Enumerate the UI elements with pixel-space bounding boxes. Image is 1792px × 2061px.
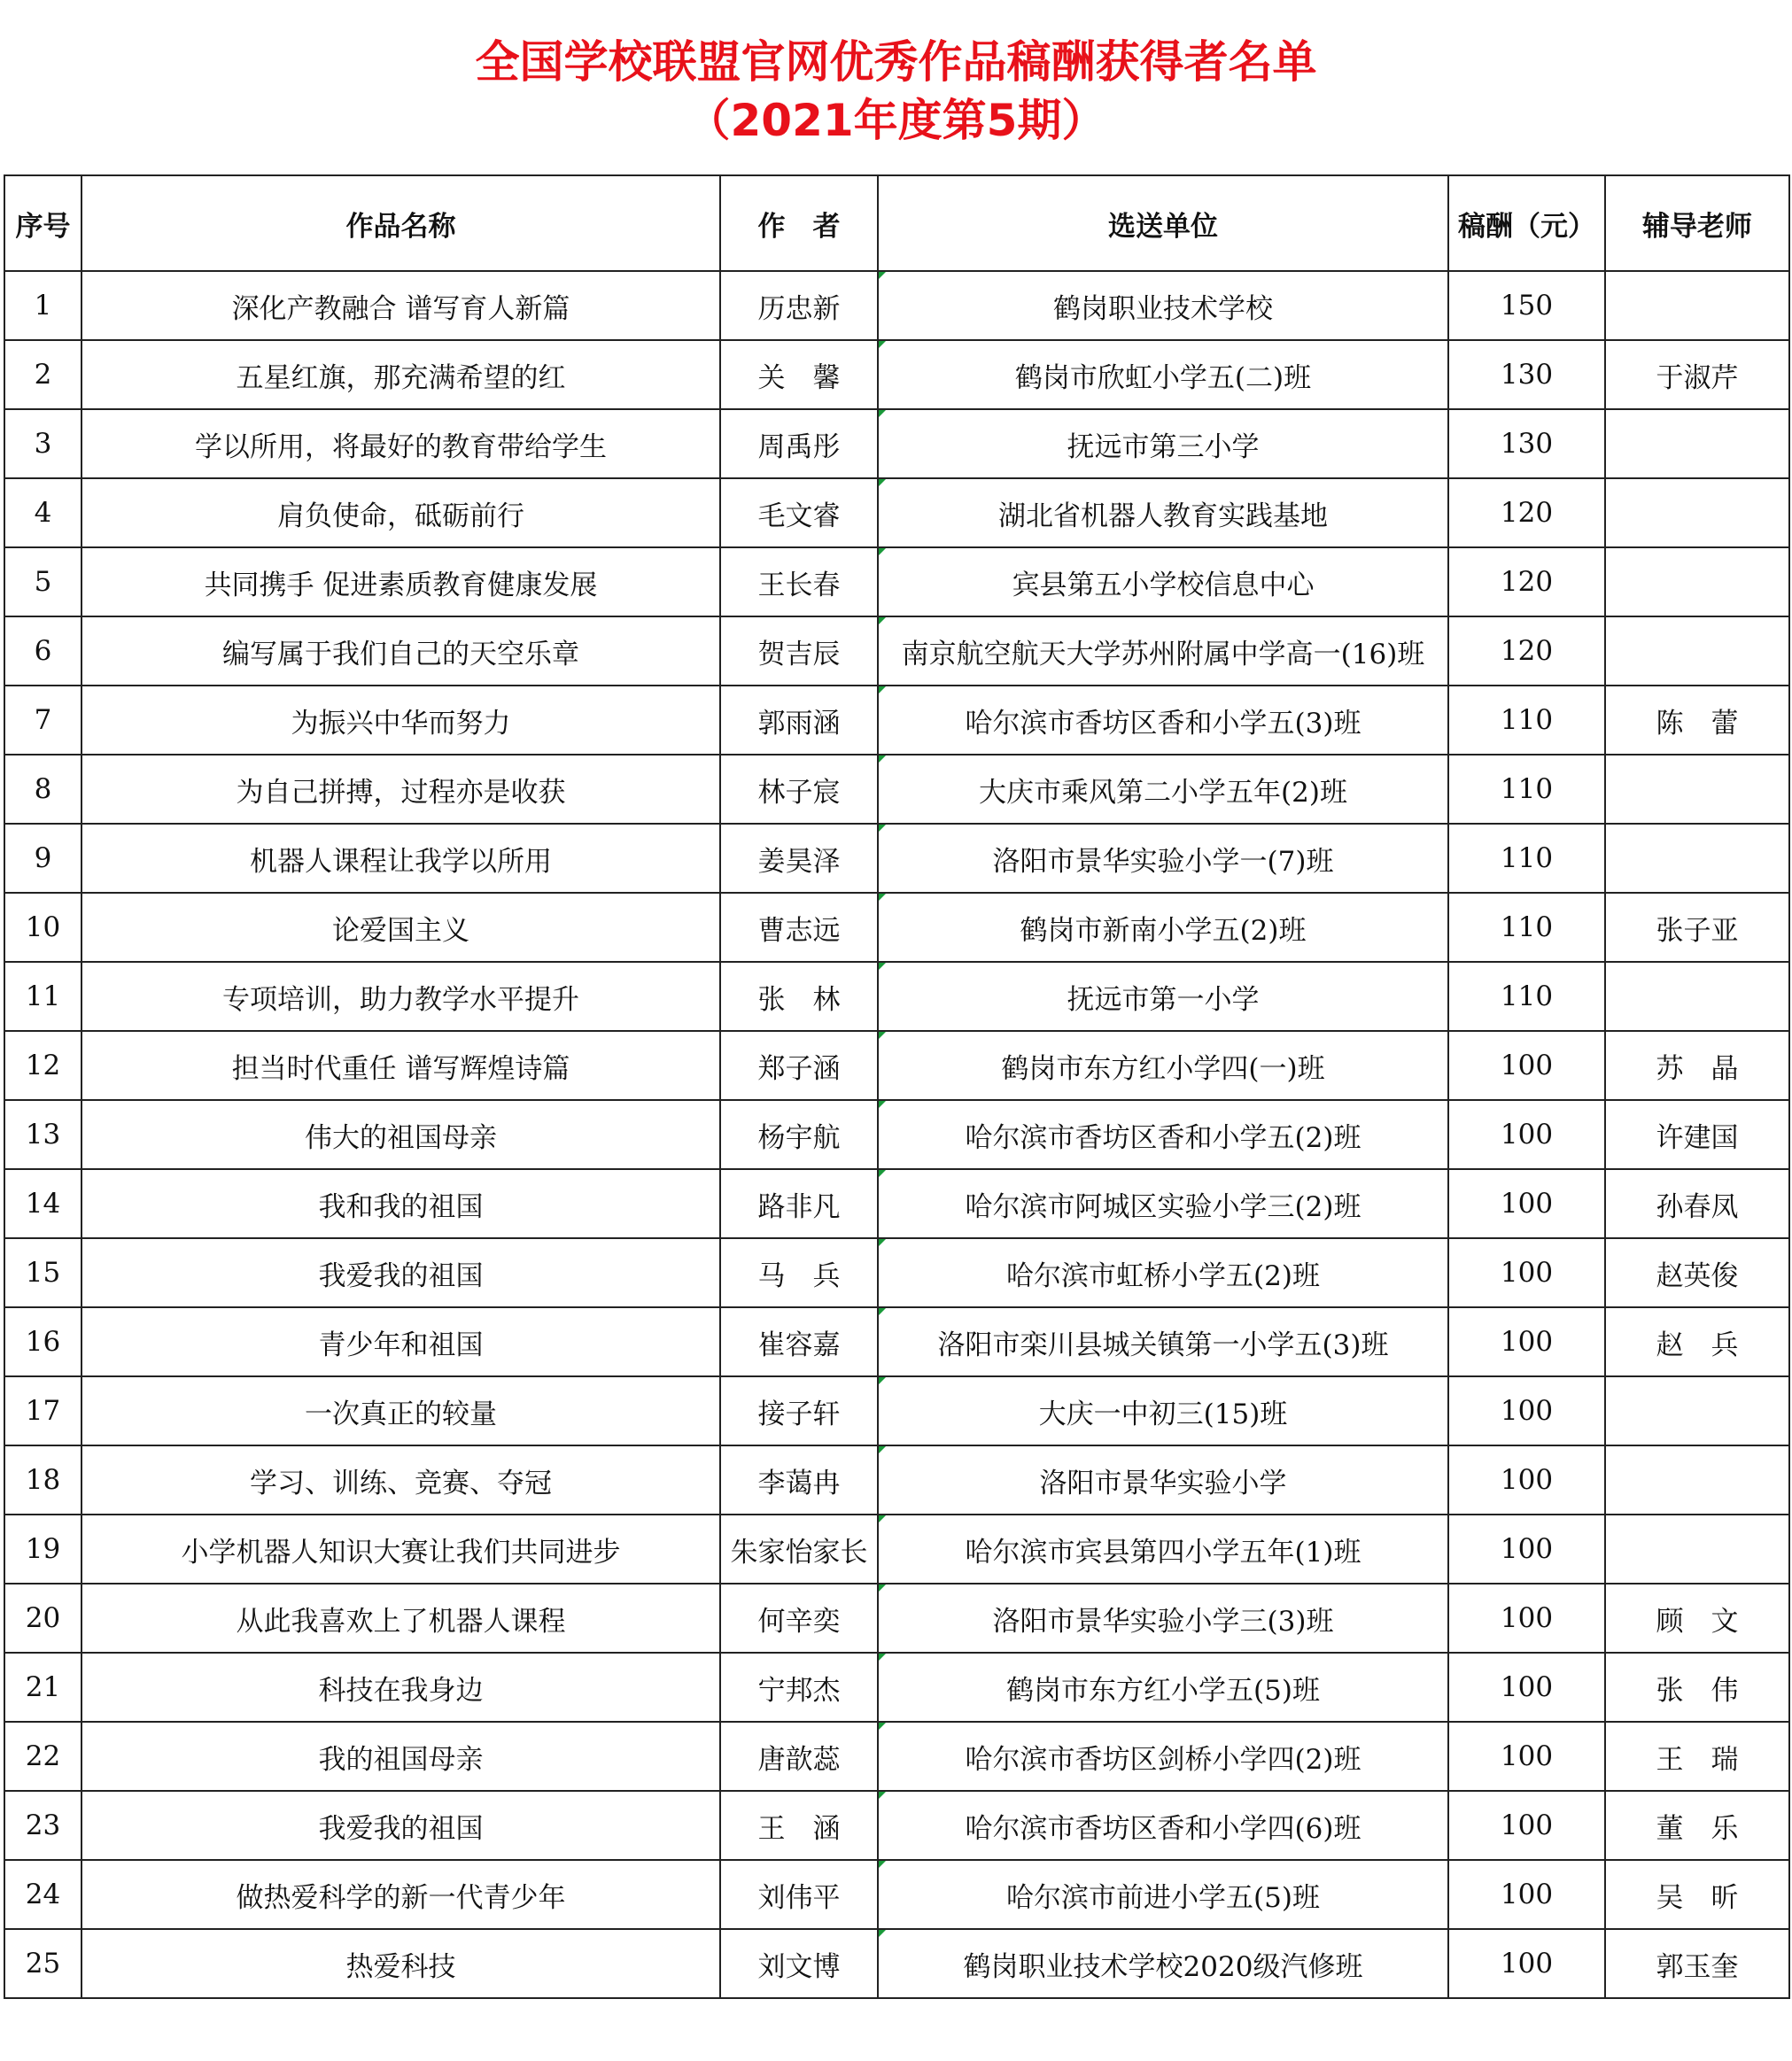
table-row <box>4 1307 1789 1376</box>
cell-payment: 150 <box>1448 271 1605 340</box>
cell-work-title: 肩负使命，砥砺前行 <box>81 478 720 547</box>
table-row <box>4 271 1789 340</box>
cell-work-title: 学以所用，将最好的教育带给学生 <box>81 409 720 478</box>
cell-unit: 抚远市第三小学 <box>878 409 1448 478</box>
table-row <box>4 1722 1789 1791</box>
cell-work-title: 学习、训练、竞赛、夺冠 <box>81 1445 720 1515</box>
header-index: 序号 <box>4 175 81 271</box>
cell-author: 曹志远 <box>720 893 878 962</box>
cell-unit: 哈尔滨市虹桥小学五(2)班 <box>878 1238 1448 1307</box>
table-row <box>4 1653 1789 1722</box>
cell-author: 关 馨 <box>720 340 878 409</box>
cell-unit: 抚远市第一小学 <box>878 962 1448 1031</box>
table-row <box>4 824 1789 893</box>
table-row <box>4 409 1789 478</box>
table-row <box>4 962 1789 1031</box>
cell-payment: 100 <box>1448 1653 1605 1722</box>
cell-payment: 130 <box>1448 409 1605 478</box>
cell-unit: 鹤岗市东方红小学五(5)班 <box>878 1653 1448 1722</box>
cell-payment: 100 <box>1448 1722 1605 1791</box>
page-title: 全国学校联盟官网优秀作品稿酬获得者名单 <box>475 36 1317 88</box>
cell-unit: 哈尔滨市香坊区香和小学四(6)班 <box>878 1791 1448 1860</box>
cell-work-title: 我爱我的祖国 <box>81 1791 720 1860</box>
cell-index: 4 <box>4 478 81 547</box>
cell-author: 崔容嘉 <box>720 1307 878 1376</box>
cell-work-title: 我和我的祖国 <box>81 1169 720 1238</box>
cell-unit: 南京航空航天大学苏州附属中学高一(16)班 <box>878 616 1448 686</box>
table-row <box>4 616 1789 686</box>
cell-index: 8 <box>4 755 81 824</box>
cell-work-title: 机器人课程让我学以所用 <box>81 824 720 893</box>
cell-index: 3 <box>4 409 81 478</box>
cell-teacher: 郭玉奎 <box>1605 1929 1789 1998</box>
cell-work-title: 担当时代重任 谱写辉煌诗篇 <box>81 1031 720 1100</box>
cell-teacher: 苏 晶 <box>1605 1031 1789 1100</box>
cell-unit: 哈尔滨市香坊区香和小学五(2)班 <box>878 1100 1448 1169</box>
cell-work-title: 从此我喜欢上了机器人课程 <box>81 1584 720 1653</box>
cell-teacher: 张子亚 <box>1605 893 1789 962</box>
cell-author: 朱家怡家长 <box>720 1515 878 1584</box>
cell-unit: 哈尔滨市香坊区香和小学五(3)班 <box>878 686 1448 755</box>
table-row <box>4 478 1789 547</box>
cell-teacher <box>1605 824 1789 893</box>
header-payment: 稿酬（元） <box>1448 175 1605 271</box>
cell-teacher: 张 伟 <box>1605 1653 1789 1722</box>
cell-index: 23 <box>4 1791 81 1860</box>
cell-index: 19 <box>4 1515 81 1584</box>
cell-unit: 哈尔滨市香坊区剑桥小学四(2)班 <box>878 1722 1448 1791</box>
table-row <box>4 1376 1789 1445</box>
cell-teacher <box>1605 409 1789 478</box>
table-row <box>4 1169 1789 1238</box>
cell-teacher: 陈 蕾 <box>1605 686 1789 755</box>
cell-payment: 110 <box>1448 686 1605 755</box>
cell-payment: 110 <box>1448 962 1605 1031</box>
cell-teacher <box>1605 1376 1789 1445</box>
cell-payment: 110 <box>1448 893 1605 962</box>
table-row <box>4 1515 1789 1584</box>
cell-payment: 100 <box>1448 1860 1605 1929</box>
cell-unit: 宾县第五小学校信息中心 <box>878 547 1448 616</box>
cell-author: 何辛奕 <box>720 1584 878 1653</box>
table-row <box>4 1860 1789 1929</box>
cell-index: 25 <box>4 1929 81 1998</box>
cell-unit: 洛阳市栾川县城关镇第一小学五(3)班 <box>878 1307 1448 1376</box>
cell-payment: 100 <box>1448 1238 1605 1307</box>
cell-index: 12 <box>4 1031 81 1100</box>
cell-payment: 100 <box>1448 1376 1605 1445</box>
cell-teacher: 孙春凤 <box>1605 1169 1789 1238</box>
cell-work-title: 科技在我身边 <box>81 1653 720 1722</box>
cell-author: 马 兵 <box>720 1238 878 1307</box>
header-unit: 选送单位 <box>878 175 1448 271</box>
cell-unit: 鹤岗职业技术学校 <box>878 271 1448 340</box>
cell-teacher: 董 乐 <box>1605 1791 1789 1860</box>
cell-unit: 鹤岗市欣虹小学五(二)班 <box>878 340 1448 409</box>
cell-index: 5 <box>4 547 81 616</box>
cell-unit: 鹤岗市新南小学五(2)班 <box>878 893 1448 962</box>
cell-work-title: 我爱我的祖国 <box>81 1238 720 1307</box>
table-row <box>4 1238 1789 1307</box>
cell-payment: 100 <box>1448 1929 1605 1998</box>
table-row <box>4 1031 1789 1100</box>
table-row <box>4 1791 1789 1860</box>
cell-teacher: 赵英俊 <box>1605 1238 1789 1307</box>
cell-payment: 100 <box>1448 1169 1605 1238</box>
table-row <box>4 686 1789 755</box>
cell-payment: 100 <box>1448 1100 1605 1169</box>
cell-index: 13 <box>4 1100 81 1169</box>
cell-work-title: 伟大的祖国母亲 <box>81 1100 720 1169</box>
cell-index: 22 <box>4 1722 81 1791</box>
cell-teacher: 赵 兵 <box>1605 1307 1789 1376</box>
cell-payment: 130 <box>1448 340 1605 409</box>
cell-unit: 大庆一中初三(15)班 <box>878 1376 1448 1445</box>
award-table <box>4 174 1790 1999</box>
cell-teacher: 顾 文 <box>1605 1584 1789 1653</box>
cell-index: 20 <box>4 1584 81 1653</box>
cell-index: 1 <box>4 271 81 340</box>
cell-author: 姜昊泽 <box>720 824 878 893</box>
cell-payment: 120 <box>1448 547 1605 616</box>
cell-unit: 洛阳市景华实验小学三(3)班 <box>878 1584 1448 1653</box>
cell-author: 贺吉辰 <box>720 616 878 686</box>
cell-index: 15 <box>4 1238 81 1307</box>
cell-author: 郭雨涵 <box>720 686 878 755</box>
cell-teacher <box>1605 755 1789 824</box>
cell-work-title: 我的祖国母亲 <box>81 1722 720 1791</box>
cell-index: 18 <box>4 1445 81 1515</box>
cell-index: 7 <box>4 686 81 755</box>
cell-work-title: 做热爱科学的新一代青少年 <box>81 1860 720 1929</box>
cell-author: 王长春 <box>720 547 878 616</box>
cell-teacher <box>1605 547 1789 616</box>
cell-index: 21 <box>4 1653 81 1722</box>
table-row <box>4 893 1789 962</box>
cell-payment: 100 <box>1448 1307 1605 1376</box>
header-work-title: 作品名称 <box>81 175 720 271</box>
cell-author: 周禹彤 <box>720 409 878 478</box>
cell-payment: 100 <box>1448 1791 1605 1860</box>
table-header-row <box>4 175 1789 271</box>
cell-teacher <box>1605 616 1789 686</box>
cell-payment: 110 <box>1448 755 1605 824</box>
table-row <box>4 1584 1789 1653</box>
cell-author: 毛文睿 <box>720 478 878 547</box>
cell-work-title: 深化产教融合 谱写育人新篇 <box>81 271 720 340</box>
cell-teacher: 王 瑞 <box>1605 1722 1789 1791</box>
table-row <box>4 755 1789 824</box>
cell-work-title: 青少年和祖国 <box>81 1307 720 1376</box>
cell-index: 24 <box>4 1860 81 1929</box>
cell-unit: 洛阳市景华实验小学 <box>878 1445 1448 1515</box>
cell-index: 10 <box>4 893 81 962</box>
cell-index: 16 <box>4 1307 81 1376</box>
cell-payment: 100 <box>1448 1584 1605 1653</box>
cell-index: 2 <box>4 340 81 409</box>
cell-teacher: 吴 昕 <box>1605 1860 1789 1929</box>
header-teacher: 辅导老师 <box>1605 175 1789 271</box>
cell-work-title: 为振兴中华而努力 <box>81 686 720 755</box>
cell-payment: 120 <box>1448 616 1605 686</box>
header-author: 作 者 <box>720 175 878 271</box>
cell-work-title: 五星红旗，那充满希望的红 <box>81 340 720 409</box>
cell-index: 9 <box>4 824 81 893</box>
cell-unit: 哈尔滨市前进小学五(5)班 <box>878 1860 1448 1929</box>
cell-work-title: 编写属于我们自己的天空乐章 <box>81 616 720 686</box>
cell-work-title: 为自己拼搏，过程亦是收获 <box>81 755 720 824</box>
table-row <box>4 547 1789 616</box>
cell-unit: 哈尔滨市阿城区实验小学三(2)班 <box>878 1169 1448 1238</box>
cell-author: 杨宇航 <box>720 1100 878 1169</box>
cell-teacher <box>1605 271 1789 340</box>
page-subtitle: （2021年度第5期） <box>686 95 1106 146</box>
cell-index: 6 <box>4 616 81 686</box>
cell-payment: 110 <box>1448 824 1605 893</box>
cell-payment: 120 <box>1448 478 1605 547</box>
cell-index: 14 <box>4 1169 81 1238</box>
cell-unit: 哈尔滨市宾县第四小学五年(1)班 <box>878 1515 1448 1584</box>
cell-work-title: 小学机器人知识大赛让我们共同进步 <box>81 1515 720 1584</box>
cell-unit: 大庆市乘风第二小学五年(2)班 <box>878 755 1448 824</box>
cell-index: 17 <box>4 1376 81 1445</box>
cell-unit: 湖北省机器人教育实践基地 <box>878 478 1448 547</box>
cell-payment: 100 <box>1448 1515 1605 1584</box>
cell-unit: 鹤岗市东方红小学四(一)班 <box>878 1031 1448 1100</box>
table-row <box>4 1929 1789 1998</box>
cell-author: 宁邦杰 <box>720 1653 878 1722</box>
cell-teacher <box>1605 478 1789 547</box>
cell-teacher <box>1605 1445 1789 1515</box>
table-row <box>4 1100 1789 1169</box>
cell-author: 林子宸 <box>720 755 878 824</box>
cell-author: 唐歆蕊 <box>720 1722 878 1791</box>
cell-teacher <box>1605 1515 1789 1584</box>
cell-work-title: 专项培训，助力教学水平提升 <box>81 962 720 1031</box>
cell-teacher <box>1605 962 1789 1031</box>
cell-index: 11 <box>4 962 81 1031</box>
cell-payment: 100 <box>1448 1031 1605 1100</box>
cell-author: 刘伟平 <box>720 1860 878 1929</box>
cell-payment: 100 <box>1448 1445 1605 1515</box>
cell-author: 李蔼冉 <box>720 1445 878 1515</box>
cell-author: 郑子涵 <box>720 1031 878 1100</box>
table-row <box>4 340 1789 409</box>
cell-author: 张 林 <box>720 962 878 1031</box>
cell-work-title: 论爱国主义 <box>81 893 720 962</box>
cell-teacher: 于淑芹 <box>1605 340 1789 409</box>
cell-author: 刘文博 <box>720 1929 878 1998</box>
cell-teacher: 许建国 <box>1605 1100 1789 1169</box>
cell-work-title: 一次真正的较量 <box>81 1376 720 1445</box>
cell-author: 历忠新 <box>720 271 878 340</box>
cell-work-title: 热爱科技 <box>81 1929 720 1998</box>
cell-author: 路非凡 <box>720 1169 878 1238</box>
cell-work-title: 共同携手 促进素质教育健康发展 <box>81 547 720 616</box>
cell-unit: 鹤岗职业技术学校2020级汽修班 <box>878 1929 1448 1998</box>
table-row <box>4 1445 1789 1515</box>
cell-author: 王 涵 <box>720 1791 878 1860</box>
cell-author: 接子轩 <box>720 1376 878 1445</box>
cell-unit: 洛阳市景华实验小学一(7)班 <box>878 824 1448 893</box>
